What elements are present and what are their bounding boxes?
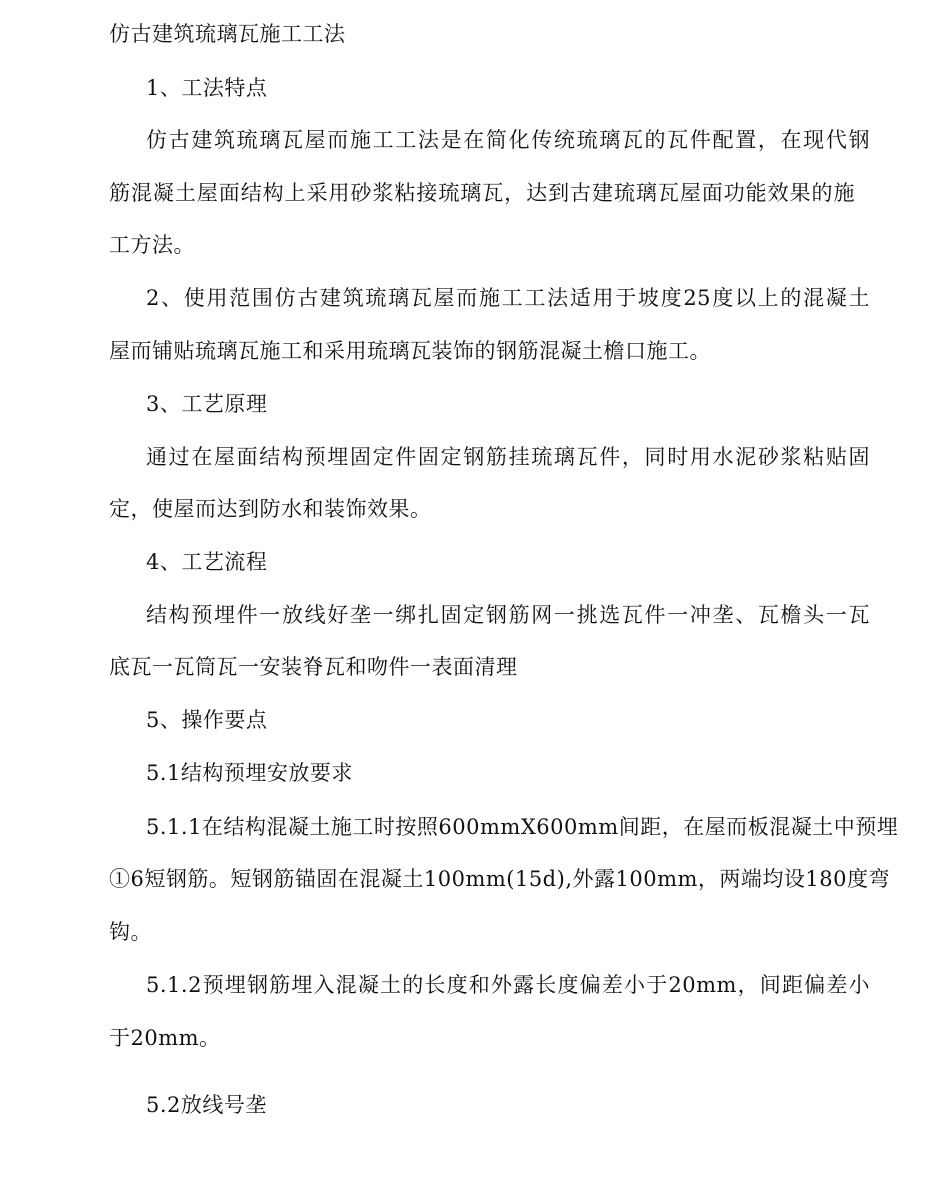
paragraph-line: 仿古建筑琉璃瓦屋而施工工法是在简化传统琉璃瓦的瓦件配置，在现代钢 — [146, 128, 870, 152]
paragraph-line: 5.1.2预埋钢筋埋入混凝土的长度和外露长度偏差小于20mm，间距偏差小 — [146, 973, 870, 997]
paragraph-line: 定，使屋而达到防水和装饰效果。 — [109, 497, 432, 521]
paragraph-line: 通过在屋面结构预埋固定件固定钢筋挂琉璃瓦件，同时用水泥砂浆粘贴固 — [146, 445, 870, 469]
paragraph-line: 筋混凝土屋面结构上采用砂浆粘接琉璃瓦，达到古建琉璃瓦屋面功能效果的施 — [109, 181, 855, 205]
paragraph-line: 5.1.1在结构混凝土施工时按照600mmX600mm间距，在屋而板混凝土中预埋 — [146, 815, 899, 839]
paragraph-line: 于20mm。 — [109, 1026, 221, 1050]
paragraph-line: 屋而铺贴琉璃瓦施工和采用琉璃瓦装饰的钢筋混凝土檐口施工。 — [109, 339, 711, 363]
section-heading-features: 1、工法特点 — [146, 76, 268, 100]
document-title: 仿古建筑琉璃瓦施工工法 — [109, 22, 346, 46]
paragraph-line: 2、使用范围仿古建筑琉璃瓦屋而施工工法适用于坡度25度以上的混凝土 — [146, 286, 870, 310]
section-heading-process: 4、工艺流程 — [146, 550, 268, 574]
paragraph-line: 底瓦一瓦筒瓦一安装脊瓦和吻件一表面清理 — [109, 655, 518, 679]
section-heading-principle: 3、工艺原理 — [146, 392, 268, 416]
paragraph-line: 钩。 — [109, 920, 152, 944]
paragraph-line: 结构预埋件一放线好垄一绑扎固定钢筋网一挑选瓦件一冲垄、瓦檐头一瓦 — [146, 603, 870, 627]
paragraph-line: 工方法。 — [109, 233, 195, 257]
section-heading-operation: 5、操作要点 — [146, 708, 268, 732]
subsection-heading: 5.1结构预埋安放要求 — [146, 761, 353, 785]
paragraph-line: ①6短钢筋。短钢筋锚固在混凝土100mm(15d),外露100mm，两端均设180度弯 — [109, 867, 890, 891]
subsection-heading: 5.2放线号垄 — [146, 1093, 267, 1117]
